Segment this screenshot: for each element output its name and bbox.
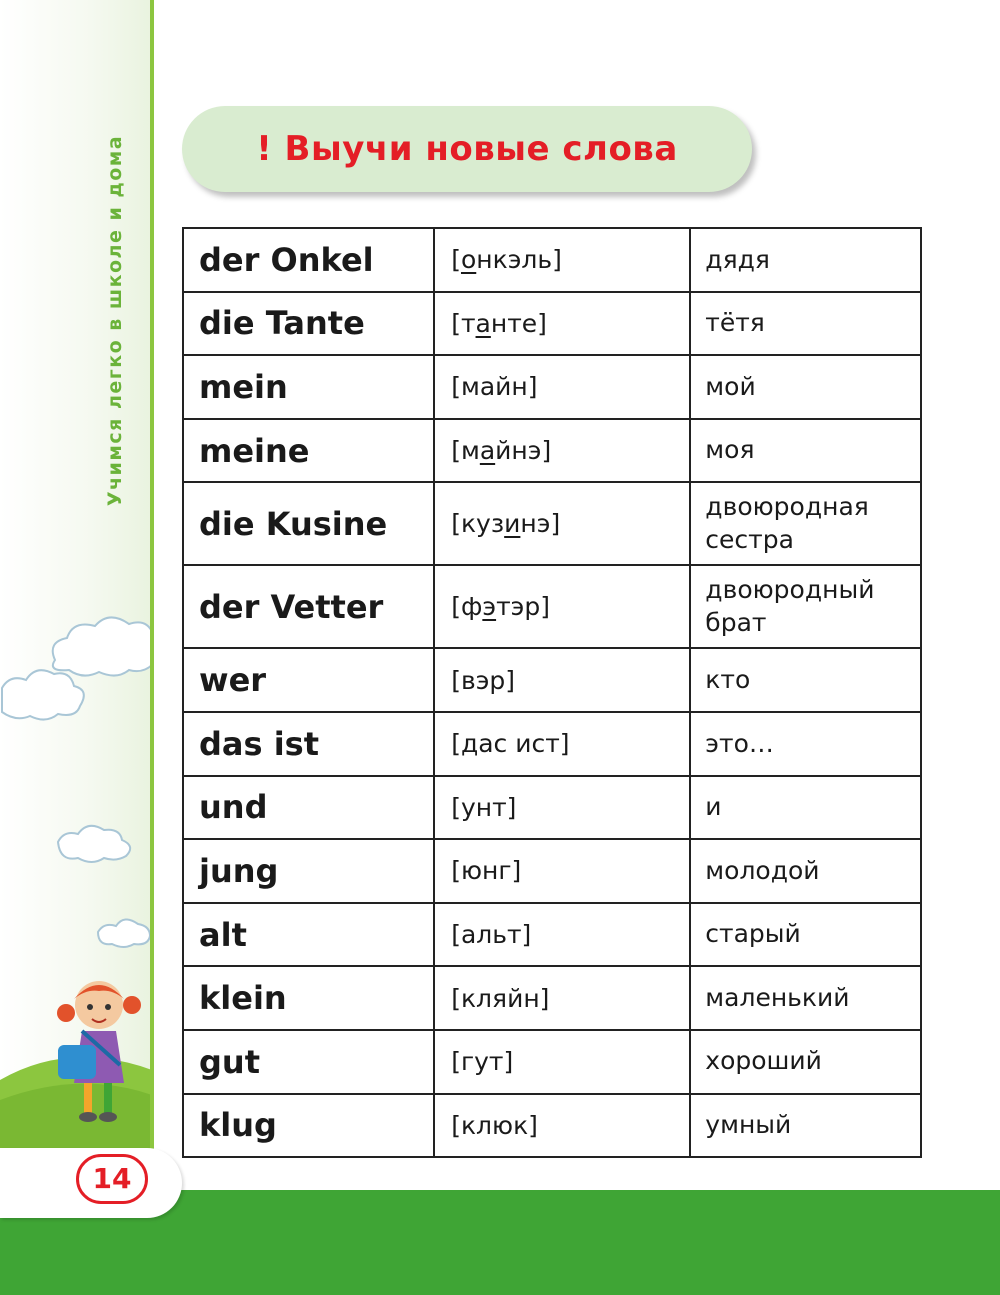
russian-translation: это… (690, 712, 921, 776)
transcription-part: [ (451, 245, 461, 275)
transcription-part: [дас ист] (451, 729, 570, 759)
stressed-letter: и (504, 509, 521, 539)
clouds-illustration (0, 580, 152, 960)
transcription-part: [кляйн] (451, 983, 550, 1013)
sidebar-divider (150, 0, 154, 1190)
vocab-row (183, 355, 921, 419)
german-word: das ist (183, 712, 434, 776)
transcription-part: [м (451, 436, 480, 466)
left-sidebar (0, 0, 152, 1190)
girl-illustration (52, 965, 147, 1125)
transcription-part: [т (451, 308, 476, 338)
vocab-row (183, 776, 921, 840)
stressed-letter: а (479, 436, 496, 466)
russian-translation: двоюродная сестра (690, 482, 921, 565)
transcription (434, 712, 690, 776)
transcription (434, 648, 690, 712)
transcription (434, 1094, 690, 1158)
stressed-letter: э (482, 592, 497, 622)
series-caption: Учимся легко в школе и дома (104, 134, 126, 507)
german-word: der Vetter (183, 565, 434, 648)
transcription-part: [куз (451, 509, 505, 539)
vocab-row (183, 228, 921, 292)
transcription-part: [унт] (451, 792, 517, 822)
german-word: gut (183, 1030, 434, 1094)
russian-translation: кто (690, 648, 921, 712)
transcription-part: [юнг] (451, 856, 522, 886)
german-word: alt (183, 903, 434, 967)
vocabulary-table-body (183, 228, 921, 1157)
vocab-row (183, 648, 921, 712)
transcription (434, 776, 690, 840)
russian-translation: и (690, 776, 921, 840)
german-word: die Kusine (183, 482, 434, 565)
transcription-part: нкэль] (476, 245, 562, 275)
vocab-row (183, 1094, 921, 1158)
vocab-row (183, 966, 921, 1030)
vocab-row (183, 903, 921, 967)
transcription (434, 419, 690, 483)
transcription-part: [ф (451, 592, 483, 622)
russian-translation: мой (690, 355, 921, 419)
transcription-part: [вэр] (451, 665, 516, 695)
vocab-row (183, 712, 921, 776)
german-word: mein (183, 355, 434, 419)
transcription (434, 903, 690, 967)
vocab-row (183, 1030, 921, 1094)
stressed-letter: о (460, 245, 477, 275)
german-word: und (183, 776, 434, 840)
transcription (434, 355, 690, 419)
russian-translation: двоюродный брат (690, 565, 921, 648)
russian-translation: моя (690, 419, 921, 483)
german-word: der Onkel (183, 228, 434, 292)
vocab-row (183, 292, 921, 356)
german-word: klein (183, 966, 434, 1030)
transcription-part: нте] (490, 308, 547, 338)
page-number: 14 (76, 1154, 148, 1204)
german-word: jung (183, 839, 434, 903)
transcription-part: [майн] (451, 372, 538, 402)
transcription-part: [гут] (451, 1047, 514, 1077)
page-title: ! Выучи новые слова (256, 129, 678, 169)
transcription-part: [альт] (451, 920, 532, 950)
russian-translation: тётя (690, 292, 921, 356)
transcription-part: [клюк] (451, 1110, 538, 1140)
transcription-part: йнэ] (495, 436, 552, 466)
russian-translation: молодой (690, 839, 921, 903)
russian-translation: дядя (690, 228, 921, 292)
stressed-letter: а (475, 308, 491, 338)
transcription (434, 565, 690, 648)
vocab-row (183, 482, 921, 565)
transcription (434, 1030, 690, 1094)
transcription (434, 228, 690, 292)
german-word: die Tante (183, 292, 434, 356)
german-word: klug (183, 1094, 434, 1158)
russian-translation: умный (690, 1094, 921, 1158)
russian-translation: маленький (690, 966, 921, 1030)
transcription (434, 839, 690, 903)
transcription-part: нэ] (520, 509, 561, 539)
transcription-part: тэр] (496, 592, 550, 622)
german-word: wer (183, 648, 434, 712)
transcription (434, 292, 690, 356)
vocab-row (183, 419, 921, 483)
russian-translation: старый (690, 903, 921, 967)
transcription (434, 966, 690, 1030)
russian-translation: хороший (690, 1030, 921, 1094)
vocab-row (183, 839, 921, 903)
german-word: meine (183, 419, 434, 483)
vocabulary-table (182, 227, 922, 1158)
transcription (434, 482, 690, 565)
vocab-row (183, 565, 921, 648)
